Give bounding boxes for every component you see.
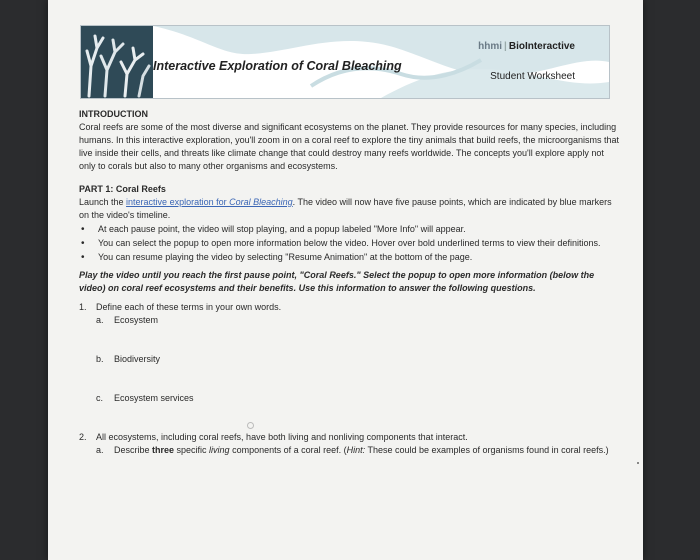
sub-letter: c. bbox=[96, 393, 104, 403]
sub-italic: living bbox=[209, 445, 230, 455]
hint-text: These could be examples of organisms found in coral reefs.) bbox=[365, 445, 609, 455]
question-1b bbox=[96, 353, 619, 366]
list-item bbox=[79, 251, 619, 264]
link-text: interactive exploration for bbox=[126, 197, 230, 207]
list-item bbox=[79, 223, 619, 236]
question-1a bbox=[96, 314, 619, 327]
term-biodiversity: Biodiversity bbox=[114, 354, 161, 364]
worksheet-title: Interactive Exploration of Coral Bleaching bbox=[153, 59, 402, 73]
sub-bold: three bbox=[152, 445, 175, 455]
hint-label: Hint: bbox=[346, 445, 366, 455]
biointeractive-logo-text: BioInteractive bbox=[508, 41, 575, 52]
sub-text: components of a coral reef. ( bbox=[229, 445, 347, 455]
logo-separator: | bbox=[504, 41, 507, 52]
worksheet-header bbox=[80, 25, 610, 99]
sub-text: specific bbox=[174, 445, 210, 455]
launch-paragraph bbox=[79, 196, 619, 222]
part1-heading: PART 1: Coral Reefs bbox=[79, 184, 166, 194]
bullet-icon: • bbox=[81, 224, 85, 235]
term-ecosystem: Ecosystem bbox=[114, 315, 159, 325]
worksheet-page bbox=[48, 0, 643, 560]
answer-space[interactable] bbox=[79, 405, 619, 431]
question-number: 2. bbox=[79, 432, 87, 442]
bullet-text: You can resume playing the video by selecting "Resume Animation" at the bottom of the page. bbox=[98, 252, 473, 262]
hhmi-logo-text: hhmi bbox=[478, 41, 503, 52]
term-ecosystem-services: Ecosystem services bbox=[114, 393, 194, 403]
question-1c bbox=[96, 392, 619, 405]
bullet-icon: • bbox=[81, 252, 85, 263]
sub-letter: b. bbox=[96, 354, 104, 364]
instructions-list bbox=[79, 223, 619, 264]
question-number: 1. bbox=[79, 302, 87, 312]
sub-letter: a. bbox=[96, 445, 104, 455]
video-instruction: Play the video until you reach the first pause point, "Coral Reefs." Select the popup to open more information (below the video) on coral reef ecosystems and their benefits. Use this information to answer the following questions. bbox=[79, 270, 595, 293]
worksheet-content bbox=[79, 108, 619, 457]
bullet-text: At each pause point, the video will stop playing, and a popup labeled "More Info" will appear. bbox=[98, 224, 466, 234]
student-worksheet-label: Student Worksheet bbox=[490, 71, 575, 82]
introduction-paragraph: Coral reefs are some of the most diverse and significant ecosystems on the planet. They provide resources for many species, including humans. In this interactive exploration, you'll zoom in on a coral reef to explore the tiny animals that build reefs, the microorganisms that live inside their cells, and threats like climate change that could destroy many reefs worldwide. The concepts you'll explore apply not only to corals but also to many other organisms and ecosystems. bbox=[79, 122, 619, 171]
page-speck bbox=[637, 462, 639, 464]
sub-letter: a. bbox=[96, 315, 104, 325]
question-2 bbox=[79, 431, 619, 457]
launch-text: Launch the bbox=[79, 197, 127, 207]
bullet-icon: • bbox=[81, 238, 85, 249]
introduction-heading: INTRODUCTION bbox=[79, 109, 148, 119]
faint-circle-mark bbox=[247, 422, 254, 429]
link-italic-text: Coral Bleaching bbox=[229, 197, 293, 207]
interactive-exploration-link[interactable] bbox=[126, 197, 293, 207]
question-1 bbox=[79, 301, 619, 405]
launch-text-end: . The video will now have five pause points, which are indicated by blue markers on the video's timeline. bbox=[79, 197, 612, 220]
question-2a bbox=[96, 444, 619, 457]
list-item bbox=[79, 237, 619, 250]
bullet-text: You can select the popup to open more information below the video. Hover over bold underlined terms to view their definitions. bbox=[98, 238, 601, 248]
biointeractive-logo bbox=[478, 41, 575, 52]
sub-text: Describe bbox=[114, 445, 153, 455]
answer-space[interactable] bbox=[96, 366, 619, 392]
question-text: All ecosystems, including coral reefs, have both living and nonliving components that interact. bbox=[96, 432, 468, 442]
answer-space[interactable] bbox=[96, 327, 619, 353]
question-text: Define each of these terms in your own words. bbox=[96, 302, 282, 312]
